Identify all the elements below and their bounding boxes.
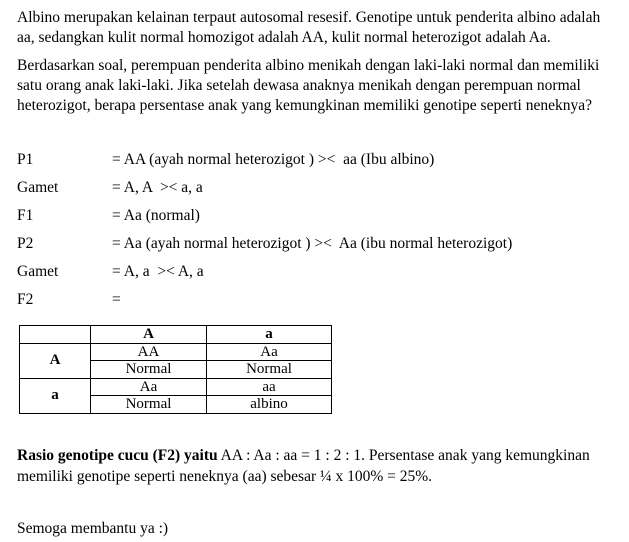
cross-label: P2 (17, 235, 34, 252)
table-row (20, 326, 332, 344)
cross-line-p1 (17, 146, 613, 174)
row-header: A (20, 343, 91, 378)
cross-label: F1 (17, 207, 34, 224)
conclusion-text: AA : Aa : aa = 1 : 2 : 1. Persentase anak yang kemungkinan memiliki genotipe seperti neneknya (aa) sebesar ¼ x 100% = 25%. (17, 446, 590, 485)
cross-value: = Aa (normal) (112, 207, 200, 224)
column-header: A (91, 326, 207, 344)
paragraph-intro: Albino merupakan kelainan terpaut autosomal resesif. Genotipe untuk penderita albino adalah aa, sedangkan kulit normal homozigot adalah AA, kulit normal heterozigot adalah Aa. (17, 9, 601, 46)
phenotype-cell: albino (207, 396, 332, 414)
cross-value: = Aa (ayah normal heterozigot ) >< Aa (ibu normal heterozigot) (112, 235, 513, 252)
genotype-cell: Aa (91, 378, 207, 396)
cross-line-f2 (17, 286, 613, 314)
genotype-cell: Aa (207, 343, 332, 361)
cross-line-gamet2 (17, 258, 613, 286)
row-header: a (20, 378, 91, 413)
phenotype-cell: Normal (91, 396, 207, 414)
cross-line-p2 (17, 230, 613, 258)
cross-value: = (112, 291, 121, 308)
table-row (20, 343, 332, 361)
genotype-cell: AA (91, 343, 207, 361)
table-row (20, 378, 332, 396)
conclusion-paragraph (17, 445, 613, 487)
phenotype-cell: Normal (91, 361, 207, 379)
cross-line-gamet1 (17, 174, 613, 202)
cross-breeding-section (17, 146, 613, 314)
cross-value: = A, A >< a, a (112, 179, 203, 196)
cross-label: Gamet (17, 179, 59, 196)
punnett-square-table (19, 325, 332, 414)
closing-text: Semoga membantu ya :) (17, 519, 169, 537)
cross-label: Gamet (17, 263, 59, 280)
paragraph-question: Berdasarkan soal, perempuan penderita albino menikah dengan laki-laki normal dan memiliki satu orang anak laki-laki. Jika setelah dewasa anaknya menikah dengan perempuan normal heterozigot, berapa persentase anak yang kemungkinan memiliki genotipe seperti neneknya? (17, 57, 600, 114)
conclusion-bold-lead: Rasio genotipe cucu (F2) yaitu (17, 446, 218, 464)
cross-value: = AA (ayah normal heterozigot ) >< aa (Ibu albino) (112, 151, 435, 168)
corner-cell (20, 326, 91, 344)
cross-label: P1 (17, 151, 34, 168)
cross-label: F2 (17, 291, 34, 308)
column-header: a (207, 326, 332, 344)
cross-value: = A, a >< A, a (112, 263, 204, 280)
cross-line-f1 (17, 202, 613, 230)
phenotype-cell: Normal (207, 361, 332, 379)
genotype-cell: aa (207, 378, 332, 396)
